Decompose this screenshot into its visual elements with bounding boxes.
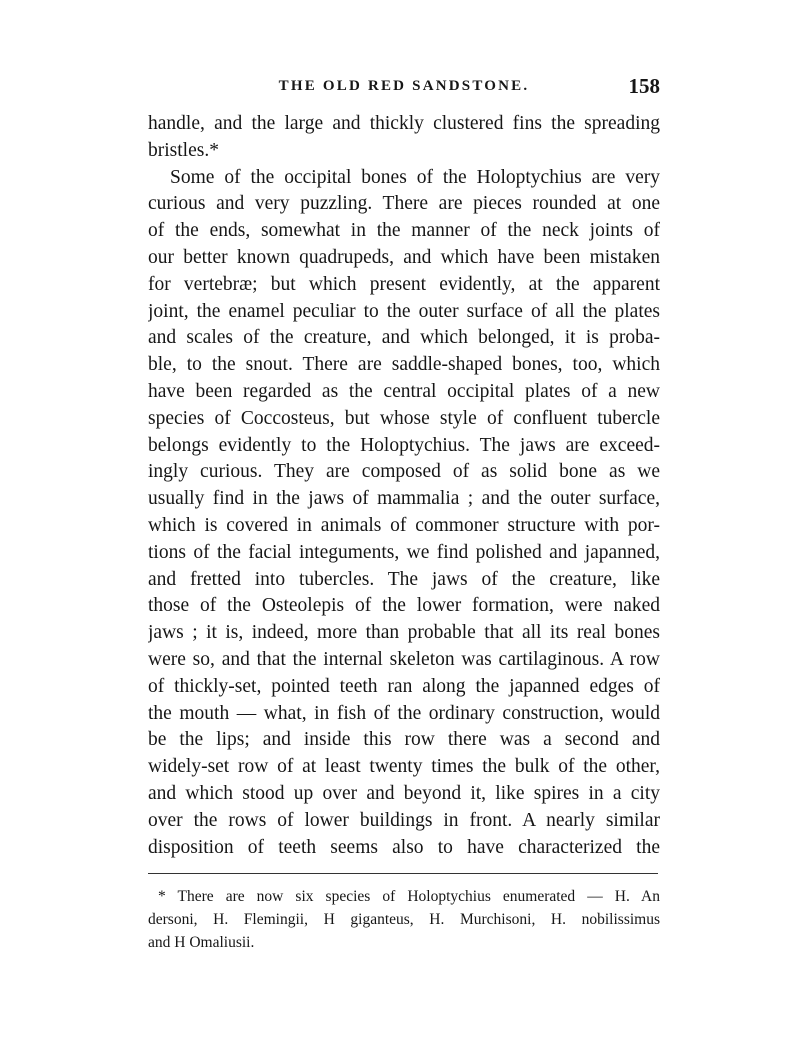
- text-line: of the ends, somewhat in the manner of the neck joints of: [148, 220, 660, 242]
- text-line: usually find in the jaws of mammalia ; and the outer surface,: [148, 488, 660, 510]
- text-line: have been regarded as the central occipital plates of a new: [148, 380, 660, 402]
- footnote: [148, 885, 660, 954]
- text-line: and fretted into tubercles. The jaws of the creature, like: [148, 568, 660, 590]
- text-line: over the rows of lower buildings in front. A nearly similar: [148, 809, 660, 831]
- footnote-line: and H Omaliusii.: [148, 934, 255, 951]
- running-title: THE OLD RED SANDSTONE.: [278, 78, 530, 94]
- text-line: jaws ; it is, indeed, more than probable that all its real bones: [148, 622, 660, 644]
- text-line: and scales of the creature, and which belonged, it is proba-: [148, 327, 660, 349]
- text-line: widely-set row of at least twenty times the bulk of the other,: [148, 756, 660, 778]
- running-head: [148, 74, 660, 104]
- text-line: disposition of teeth seems also to have characterized the: [148, 836, 660, 858]
- text-line: tions of the facial integuments, we find polished and japanned,: [148, 541, 660, 563]
- text-line: our better known quadrupeds, and which have been mistaken: [148, 246, 660, 268]
- footnote-line: dersoni, H. Flemingii, H giganteus, H. Murchisoni, H. nobilissimus: [148, 911, 660, 928]
- text-line: handle, and the large and thickly clustered fins the spreading: [148, 113, 660, 134]
- text-line: of thickly-set, pointed teeth ran along the japanned edges of: [148, 675, 660, 697]
- text-line: were so, and that the internal skeleton was cartilaginous. A row: [148, 648, 660, 670]
- footnote-line: * There are now six species of Holoptychius enumerated — H. An: [158, 888, 660, 905]
- text-line: Some of the occipital bones of the Holoptychius are very: [170, 166, 660, 188]
- text-line: ble, to the snout. There are saddle-shaped bones, too, which: [148, 354, 660, 376]
- footnote-separator: [148, 873, 658, 874]
- text-line: for vertebræ; but which present evidently, at the apparent: [148, 273, 660, 295]
- text-line: species of Coccosteus, but whose style of confluent tubercle: [148, 407, 660, 429]
- body-text: [148, 111, 660, 861]
- text-line: ingly curious. They are composed of as solid bone as we: [148, 461, 660, 483]
- text-line: which is covered in animals of commoner structure with por-: [148, 514, 660, 536]
- text-line: the mouth — what, in fish of the ordinary construction, would: [148, 702, 660, 724]
- text-line: joint, the enamel peculiar to the outer surface of all the plates: [148, 300, 660, 322]
- text-line: bristles.*: [148, 139, 219, 161]
- text-line: be the lips; and inside this row there was a second and: [148, 729, 660, 751]
- page-number: 158: [628, 74, 660, 98]
- text-line: curious and very puzzling. There are pieces rounded at one: [148, 193, 660, 215]
- text-line: and which stood up over and beyond it, like spires in a city: [148, 782, 660, 804]
- text-line: those of the Osteolepis of the lower formation, were naked: [148, 595, 660, 617]
- text-line: belongs evidently to the Holoptychius. The jaws are exceed-: [148, 434, 660, 456]
